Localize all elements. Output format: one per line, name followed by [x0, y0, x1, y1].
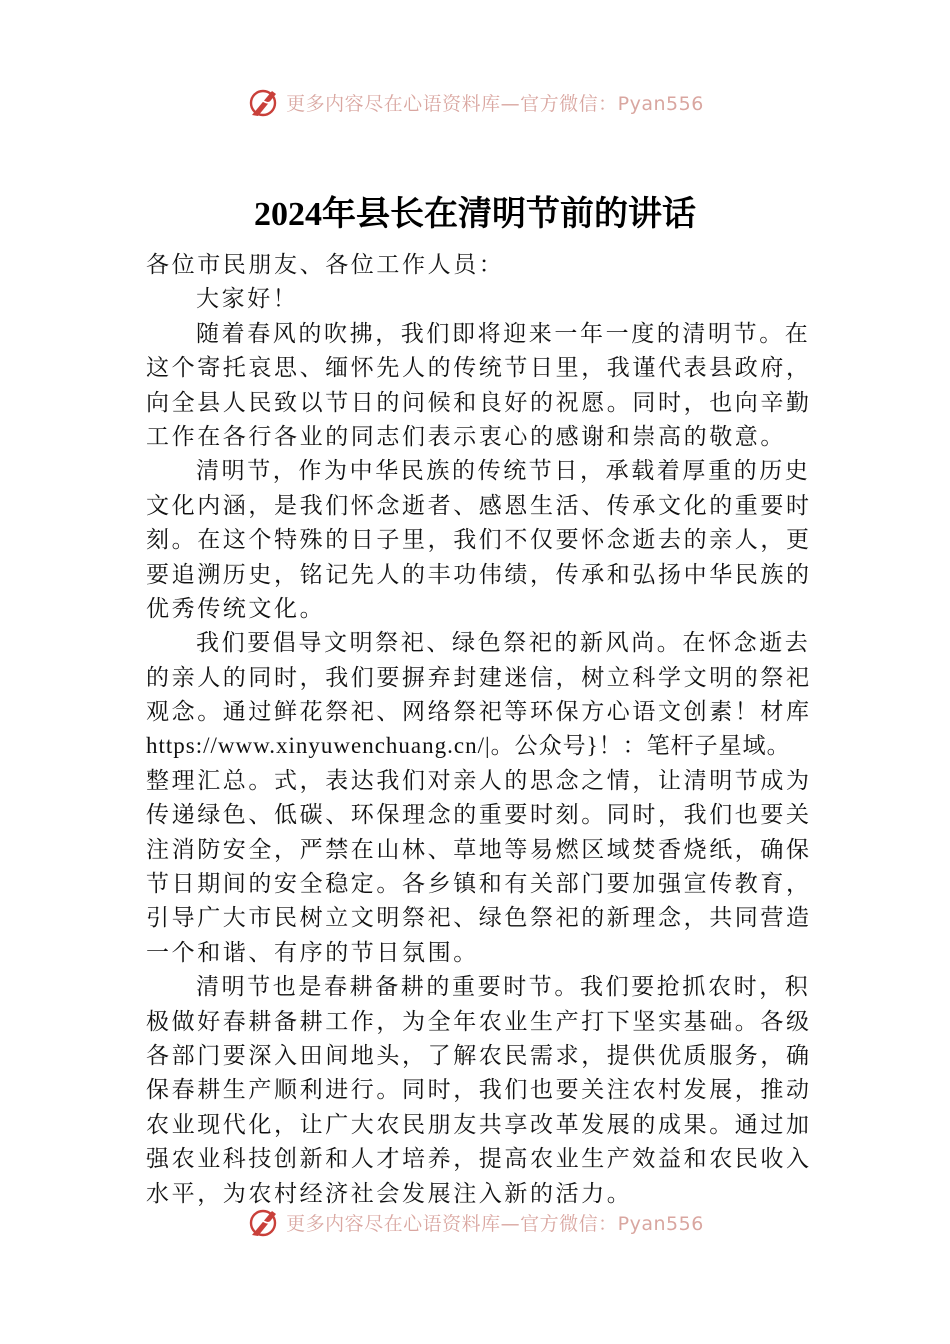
text-line: 极做好春耕备耕工作，为全年农业生产打下坚实基础。各级	[146, 1008, 812, 1035]
footer-watermark-banner	[0, 1202, 950, 1242]
text-line: 刻。在这个特殊的日子里，我们不仅要怀念逝去的亲人，更	[146, 527, 812, 554]
text-line: 要追溯历史，铭记先人的丰功伟绩，传承和弘扬中华民族的	[146, 561, 812, 588]
text-line: 传递绿色、低碳、环保理念的重要时刻。同时，我们也要关	[146, 802, 812, 829]
text-line: 强农业科技创新和人才培养，提高农业生产效益和农民收入	[146, 1146, 812, 1173]
text-line: 随着春风的吹拂，我们即将迎来一年一度的清明节。在	[196, 320, 811, 347]
text-line: 观念。通过鲜花祭祀、网络祭祀等环保方心语文创素！材库	[146, 699, 812, 726]
text-line: 这个寄托哀思、缅怀先人的传统节日里，我谨代表县政府，	[146, 355, 812, 382]
text-line: 文化内涵，是我们怀念逝者、感恩生活、传承文化的重要时	[146, 492, 812, 519]
text-line: 一个和谐、有序的节日氛围。	[146, 939, 479, 966]
paragraph-3	[146, 626, 818, 970]
pen-logo-icon	[246, 1205, 280, 1239]
header-banner-text: 更多内容尽在心语资料库—官方微信：Pyan556	[286, 92, 704, 115]
text-line: 水平，为农村经济社会发展注入新的活力。	[146, 1180, 633, 1207]
greeting: 大家好！	[196, 286, 299, 313]
text-line: 工作在各行各业的同志们表示衷心的感谢和崇高的敬意。	[146, 423, 786, 450]
text-line: 我们要倡导文明祭祀、绿色祭祀的新风尚。在怀念逝去	[196, 630, 811, 657]
text-line: 优秀传统文化。	[146, 595, 326, 622]
text-line-url: https://www.xinyuwenchuang.cn/|。公众号}！：笔杆子星域。	[146, 733, 791, 759]
pen-logo-icon	[246, 85, 280, 119]
text-line: 整理汇总。式，表达我们对亲人的思念之情，让清明节成为	[146, 767, 812, 794]
text-line: 的亲人的同时，我们要摒弃封建迷信，树立科学文明的祭祀	[146, 664, 812, 691]
text-line: 节日期间的安全稳定。各乡镇和有关部门要加强宣传教育，	[146, 871, 812, 898]
footer-banner-text: 更多内容尽在心语资料库—官方微信：Pyan556	[286, 1212, 704, 1235]
salutation: 各位市民朋友、各位工作人员：	[146, 252, 505, 278]
header-watermark-banner	[0, 82, 950, 122]
paragraph-4	[146, 970, 818, 1211]
text-line: 各部门要深入田间地头，了解农民需求，提供优质服务，确	[146, 1042, 812, 1069]
text-line: 引导广大市民树立文明祭祀、绿色祭祀的新理念，共同营造	[146, 905, 812, 932]
paragraph-2	[146, 454, 818, 626]
text-line: 保春耕生产顺利进行。同时，我们也要关注农村发展，推动	[146, 1077, 812, 1104]
text-line: 农业现代化，让广大农民朋友共享改革发展的成果。通过加	[146, 1111, 812, 1138]
text-line: 注消防安全，严禁在山林、草地等易燃区域焚香烧纸，确保	[146, 836, 812, 863]
paragraph-1	[146, 317, 818, 455]
text-line: 清明节也是春耕备耕的重要时节。我们要抢抓农时，积	[196, 974, 811, 1001]
text-line: 清明节，作为中华民族的传统节日，承载着厚重的历史	[196, 458, 811, 485]
document-title: 2024年县长在清明节前的讲话	[254, 196, 696, 233]
document-body	[146, 248, 818, 1211]
text-line: 向全县人民致以节日的问候和良好的祝愿。同时，也向辛勤	[146, 389, 812, 416]
